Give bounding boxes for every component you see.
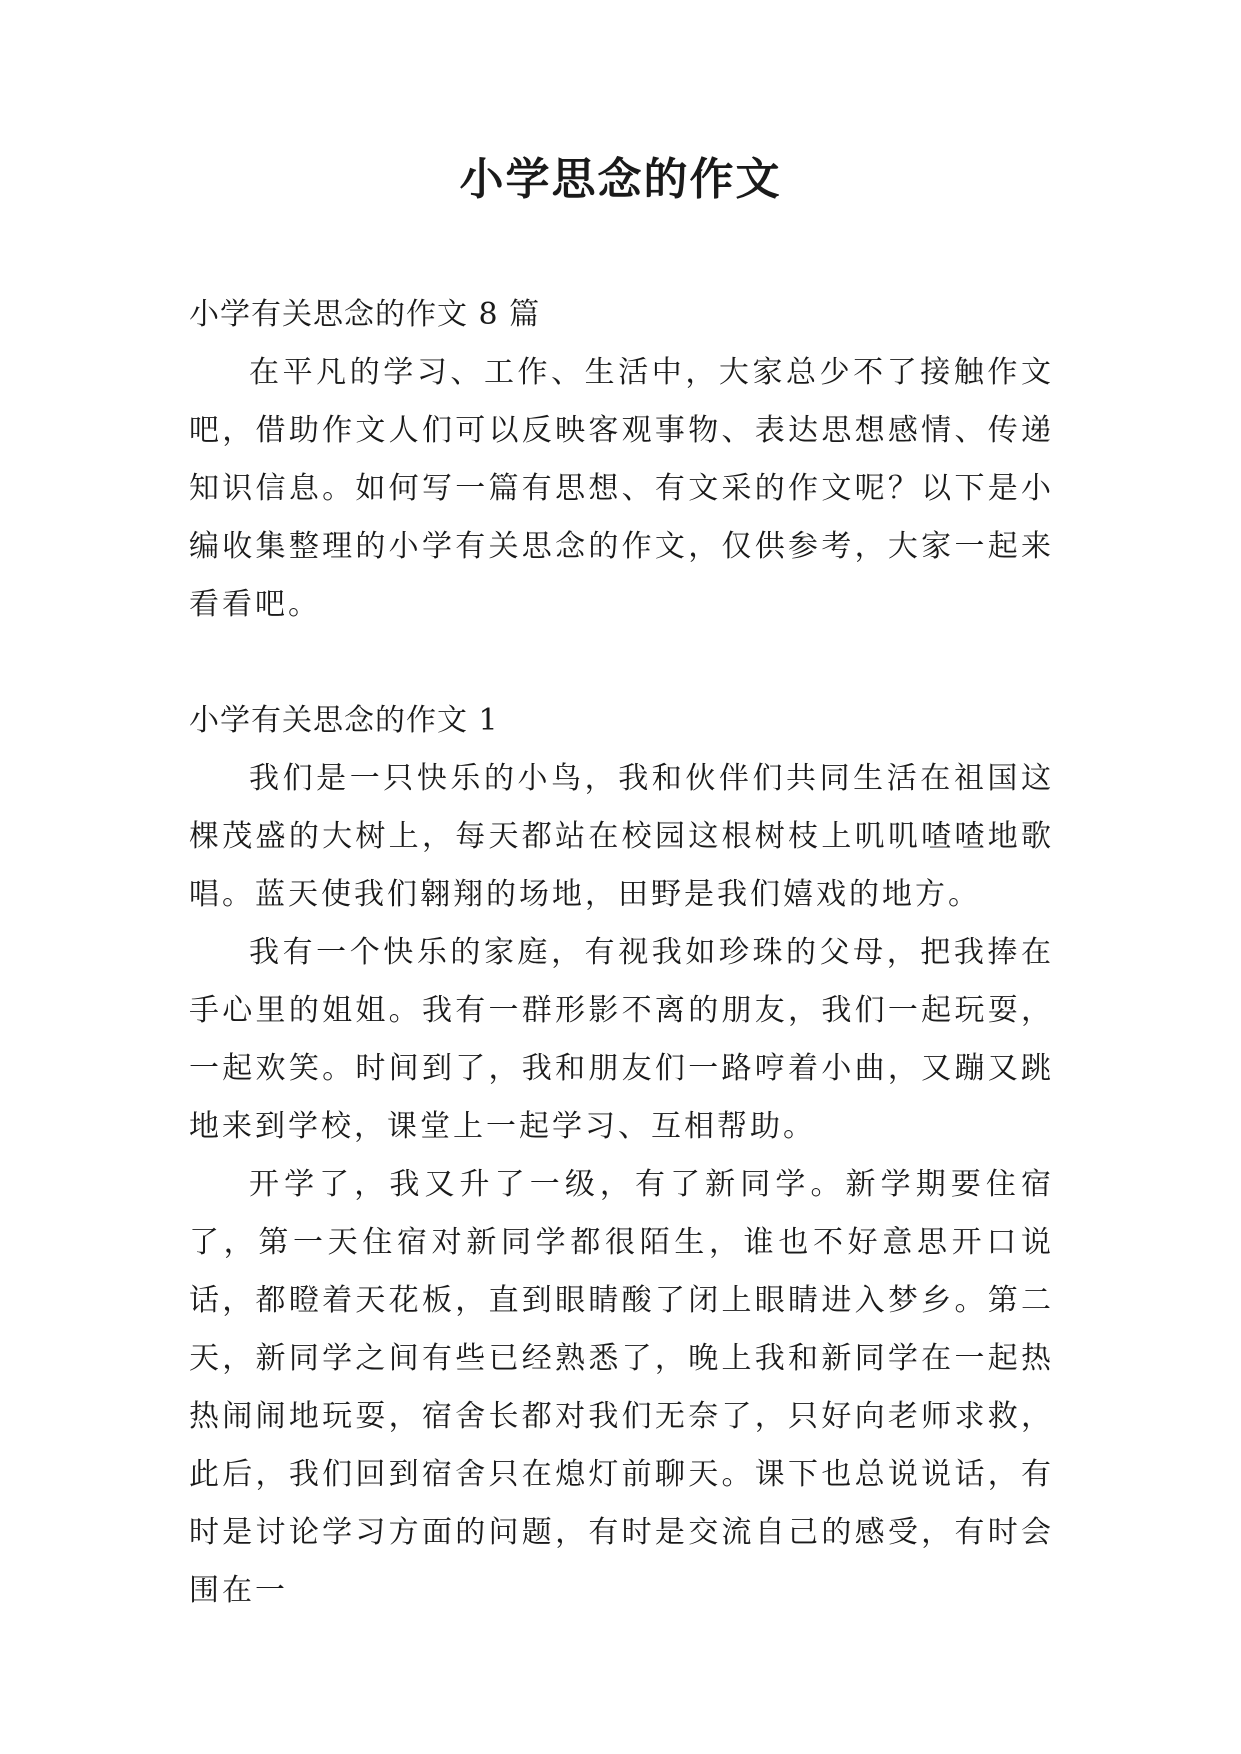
section1-paragraph-3: 开学了，我又升了一级，有了新同学。新学期要住宿了，第一天住宿对新同学都很陌生，谁也不好意思开口说话，都瞪着天花板，直到眼睛酸了闭上眼睛进入梦乡。第二天，新同学之间有些已经熟悉了，晚上我和新同学在一起热热闹闹地玩耍，宿舍长都对我们无奈了，只好向老师求救，此后，我们回到宿舍只在熄灯前聊天。课下也总说说话，有时是讨论学习方面的问题，有时是交流自己的感受，有时会围在一	[189, 1167, 1054, 1608]
document-title: 小学思念的作文	[459, 154, 782, 205]
intro-paragraph: 在平凡的学习、工作、生活中，大家总少不了接触作文吧，借助作文人们可以反映客观事物、表达思想感情、传递知识信息。如何写一篇有思想、有文采的作文呢？以下是小编收集整理的小学有关思念的作文，仅供参考，大家一起来看看吧。	[189, 355, 1054, 622]
section-heading-1: 小学有关思念的作文 1	[189, 703, 499, 738]
section1-paragraph-1: 我们是一只快乐的小鸟，我和伙伴们共同生活在祖国这棵茂盛的大树上，每天都站在校园这根树枝上叽叽喳喳地歌唱。蓝天使我们翱翔的场地，田野是我们嬉戏的地方。	[189, 761, 1054, 912]
intro-heading: 小学有关思念的作文 8 篇	[189, 297, 541, 332]
section1-paragraph-2: 我有一个快乐的家庭，有视我如珍珠的父母，把我捧在手心里的姐姐。我有一群形影不离的朋友，我们一起玩耍，一起欢笑。时间到了，我和朋友们一路哼着小曲，又蹦又跳地来到学校，课堂上一起学习、互相帮助。	[189, 935, 1054, 1144]
section-spacer	[189, 634, 1054, 692]
document-body	[189, 286, 1054, 1620]
